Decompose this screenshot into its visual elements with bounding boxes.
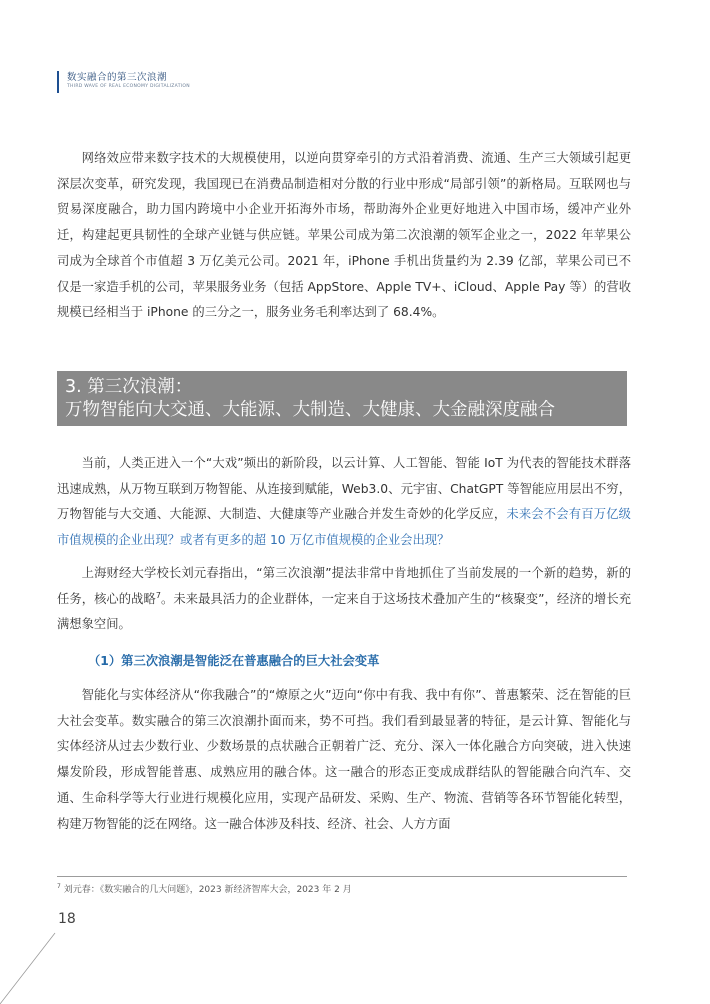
section-heading-line-2: 万物智能向大交通、大能源、大制造、大健康、大金融深度融合: [65, 400, 555, 420]
section-heading-banner: [57, 371, 627, 426]
page-number: 18: [58, 911, 76, 927]
footnote-divider: [57, 876, 627, 877]
body-paragraph-3: [57, 561, 631, 638]
paragraph-3-text-after: 。未来最具活力的企业群体，一定来自于这场技术叠加产生的“核聚变”，经济的增长充满想象空间。: [57, 591, 631, 632]
header-accent-bar: [57, 71, 59, 93]
header-subtitle: THIRD WAVE OF REAL ECONOMY DIGITALIZATION: [67, 84, 190, 89]
body-paragraph-4: 智能化与实体经济从“你我融合”的“燎原之火”迈向“你中有我、我中有你”、普惠繁荣、泛在智能的巨大社会变革。数实融合的第三次浪潮扑面而来，势不可挡。我们看到最显著的特征，是云计算、智能化与实体经济从过去少数行业、少数场景的点状融合正朝着广泛、充分、深入一体化融合方向突破，进入快速爆发阶段，形成智能普惠、成熟应用的融合体。这一融合的形态正变成成群结队的智能融合向汽车、交通、生命科学等大行业进行规模化应用，实现产品研发、采购、生产、物流、营销等各环节智能化转型，构建万物智能的泛在网络。这一融合体涉及科技、经济、社会、人方方面: [57, 688, 631, 831]
paragraph-3-text-before: 上海财经大学校长刘元春指出，“第三次浪潮”提法非常中肯地抓住了当前发展的一个新的趋势，新的任务，核心的战略: [57, 566, 631, 606]
body-paragraph-2: [57, 451, 631, 554]
corner-decoration-line: [0, 925, 60, 1004]
header-title: 数实融合的第三次浪潮: [67, 72, 168, 83]
paragraph-2-text: 当前，人类正进入一个“大戏”频出的新阶段，以云计算、人工智能、智能 IoT 为代表的智能技术群落迅速成熟，从万物互联到万物智能、从连接到赋能，Web3.0、元宇宙、ChatGPT 等智能应用层出不穷，万物智能与大交通、大能源、大制造、大健康等产业融合并发生奇妙的化学反应，: [57, 456, 631, 522]
paragraph-2-highlight: 未来会不会有百万亿级市值规模的企业出现？或者有更多的超 10 万亿市值规模的企业会出现？: [57, 507, 631, 548]
subsection-heading: （1）第三次浪潮是智能泛在普惠融合的巨大社会变革: [88, 654, 380, 668]
body-paragraph-1: 网络效应带来数字技术的大规模使用，以逆向贯穿牵引的方式沿着消费、流通、生产三大领域引起更深层次变革，研究发现，我国现已在消费品制造相对分散的行业中形成“局部引领”的新格局。互联网也与贸易深度融合，助力国内跨境中小企业开拓海外市场，帮助海外企业更好地进入中国市场，缓冲产业外迁，构建起更具韧性的全球产业链与供应链。苹果公司成为第二次浪潮的领军企业之一，2022 年苹果公司成为全球首个市值超 3 万亿美元公司。2021 年，iPhone 手机出货量约为 2.39 亿部，苹果公司已不仅是一家造手机的公司，苹果服务业务（包括 AppStore、Apple TV+、iCloud、Apple Pay 等）的营收规模已经相当于 iPhone 的三分之一，服务业务毛利率达到了 68.4%。: [57, 151, 631, 320]
footnote: [57, 882, 352, 895]
section-heading-line-1: 3. 第三次浪潮：: [65, 377, 193, 397]
footnote-reference[interactable]: 7: [155, 590, 161, 600]
footnote-text: 刘元春：《数实融合的几大问题》，2023 新经济智库大会，2023 年 2 月: [60, 885, 352, 895]
footnote-number: 7: [57, 883, 61, 890]
